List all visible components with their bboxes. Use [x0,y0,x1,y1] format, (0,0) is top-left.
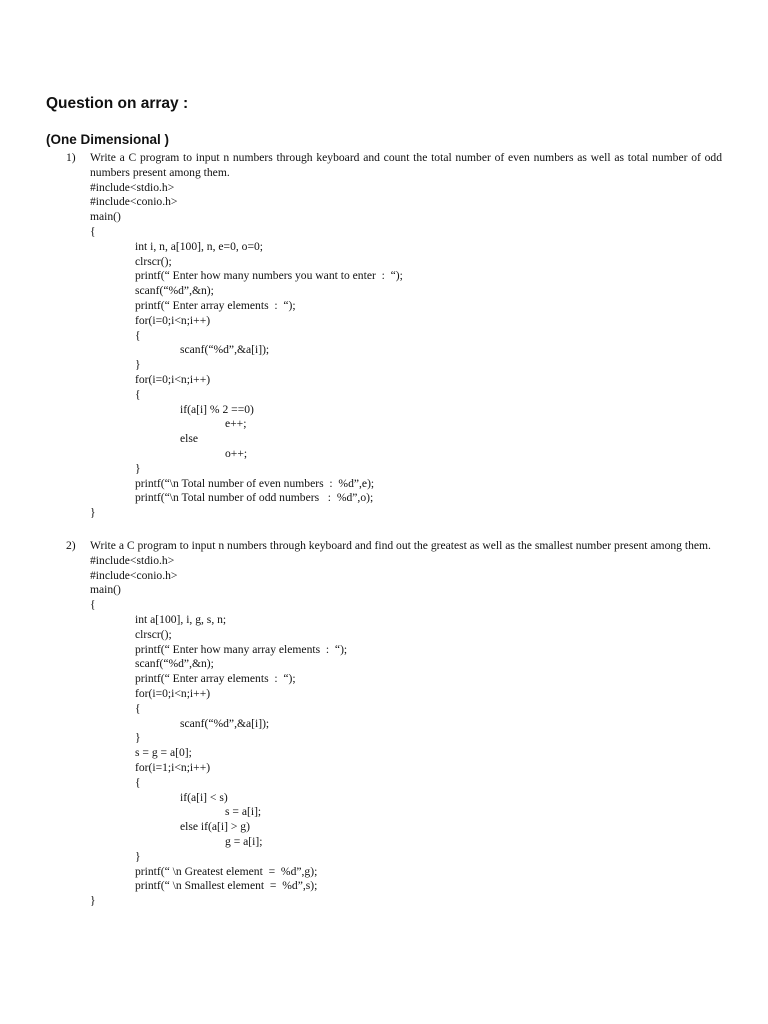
code-line: s = g = a[0]; [135,746,192,760]
code-line: { [135,387,141,401]
code-line: int a[100], i, g, s, n; [135,612,227,626]
code-line: int i, n, a[100], n, e=0, o=0; [135,239,264,253]
code-line: printf(“\n Total number of even numbers : %d”,e); [135,476,375,490]
code-line: else if(a[i] > g) [180,820,250,834]
code-line: { [90,598,96,612]
code-line: { [90,224,96,238]
page-title: Question on array : [46,95,189,112]
code-line: #include<stdio.h> [90,553,175,567]
code-block [90,554,722,909]
code-line: s = a[i]; [225,805,262,819]
code-line: { [135,775,141,789]
code-line: for(i=0;i<n;i++) [135,313,211,327]
code-line: #include<conio.h> [90,568,178,582]
question-2 [66,539,722,909]
code-line: printf(“ \n Smallest element = %d”,s); [135,879,318,893]
question-text: Write a C program to input n numbers through keyboard and count the total number of even numbers as well as total number of odd numbers present among them. [90,151,722,179]
question-number: 1) [66,151,76,164]
code-line: printf(“ Enter how many array elements : “); [135,642,348,656]
code-line: } [135,358,141,372]
code-line: clrscr(); [135,627,172,641]
code-line: e++; [225,417,247,431]
code-block [90,181,722,521]
question-text: Write a C program to input n numbers through keyboard and find out the greatest as well as the smallest number present among them. [90,539,711,552]
code-line: } [135,731,141,745]
code-line: main() [90,210,121,224]
code-line: scanf(“%d”,&n); [135,284,214,298]
code-line: scanf(“%d”,&n); [135,657,214,671]
code-line: printf(“ Enter how many numbers you want to enter : “); [135,269,403,283]
code-line: { [135,701,141,715]
code-line: else [180,432,199,446]
code-line: for(i=0;i<n;i++) [135,372,211,386]
code-line: printf(“ Enter array elements : “); [135,672,296,686]
code-line: #include<conio.h> [90,195,178,209]
code-line: if(a[i] < s) [180,790,228,804]
question-number: 2) [66,539,76,552]
code-line: } [135,461,141,475]
code-line: scanf(“%d”,&a[i]); [180,716,270,730]
code-line: if(a[i] % 2 ==0) [180,402,254,416]
section-subtitle: (One Dimensional ) [46,132,170,147]
code-line: for(i=0;i<n;i++) [135,686,211,700]
question-1 [66,151,722,521]
code-line: #include<stdio.h> [90,180,175,194]
code-line: g = a[i]; [225,834,263,848]
code-line: for(i=1;i<n;i++) [135,760,211,774]
code-line: clrscr(); [135,254,172,268]
code-line: scanf(“%d”,&a[i]); [180,343,270,357]
code-line: } [90,506,96,520]
code-line: printf(“ \n Greatest element = %d”,g); [135,864,318,878]
code-line: printf(“\n Total number of odd numbers : %d”,o); [135,491,374,505]
code-line: main() [90,583,121,597]
code-line: o++; [225,446,248,460]
code-line: printf(“ Enter array elements : “); [135,298,296,312]
code-line: { [135,328,141,342]
code-line: } [135,849,141,863]
code-line: } [90,894,96,908]
